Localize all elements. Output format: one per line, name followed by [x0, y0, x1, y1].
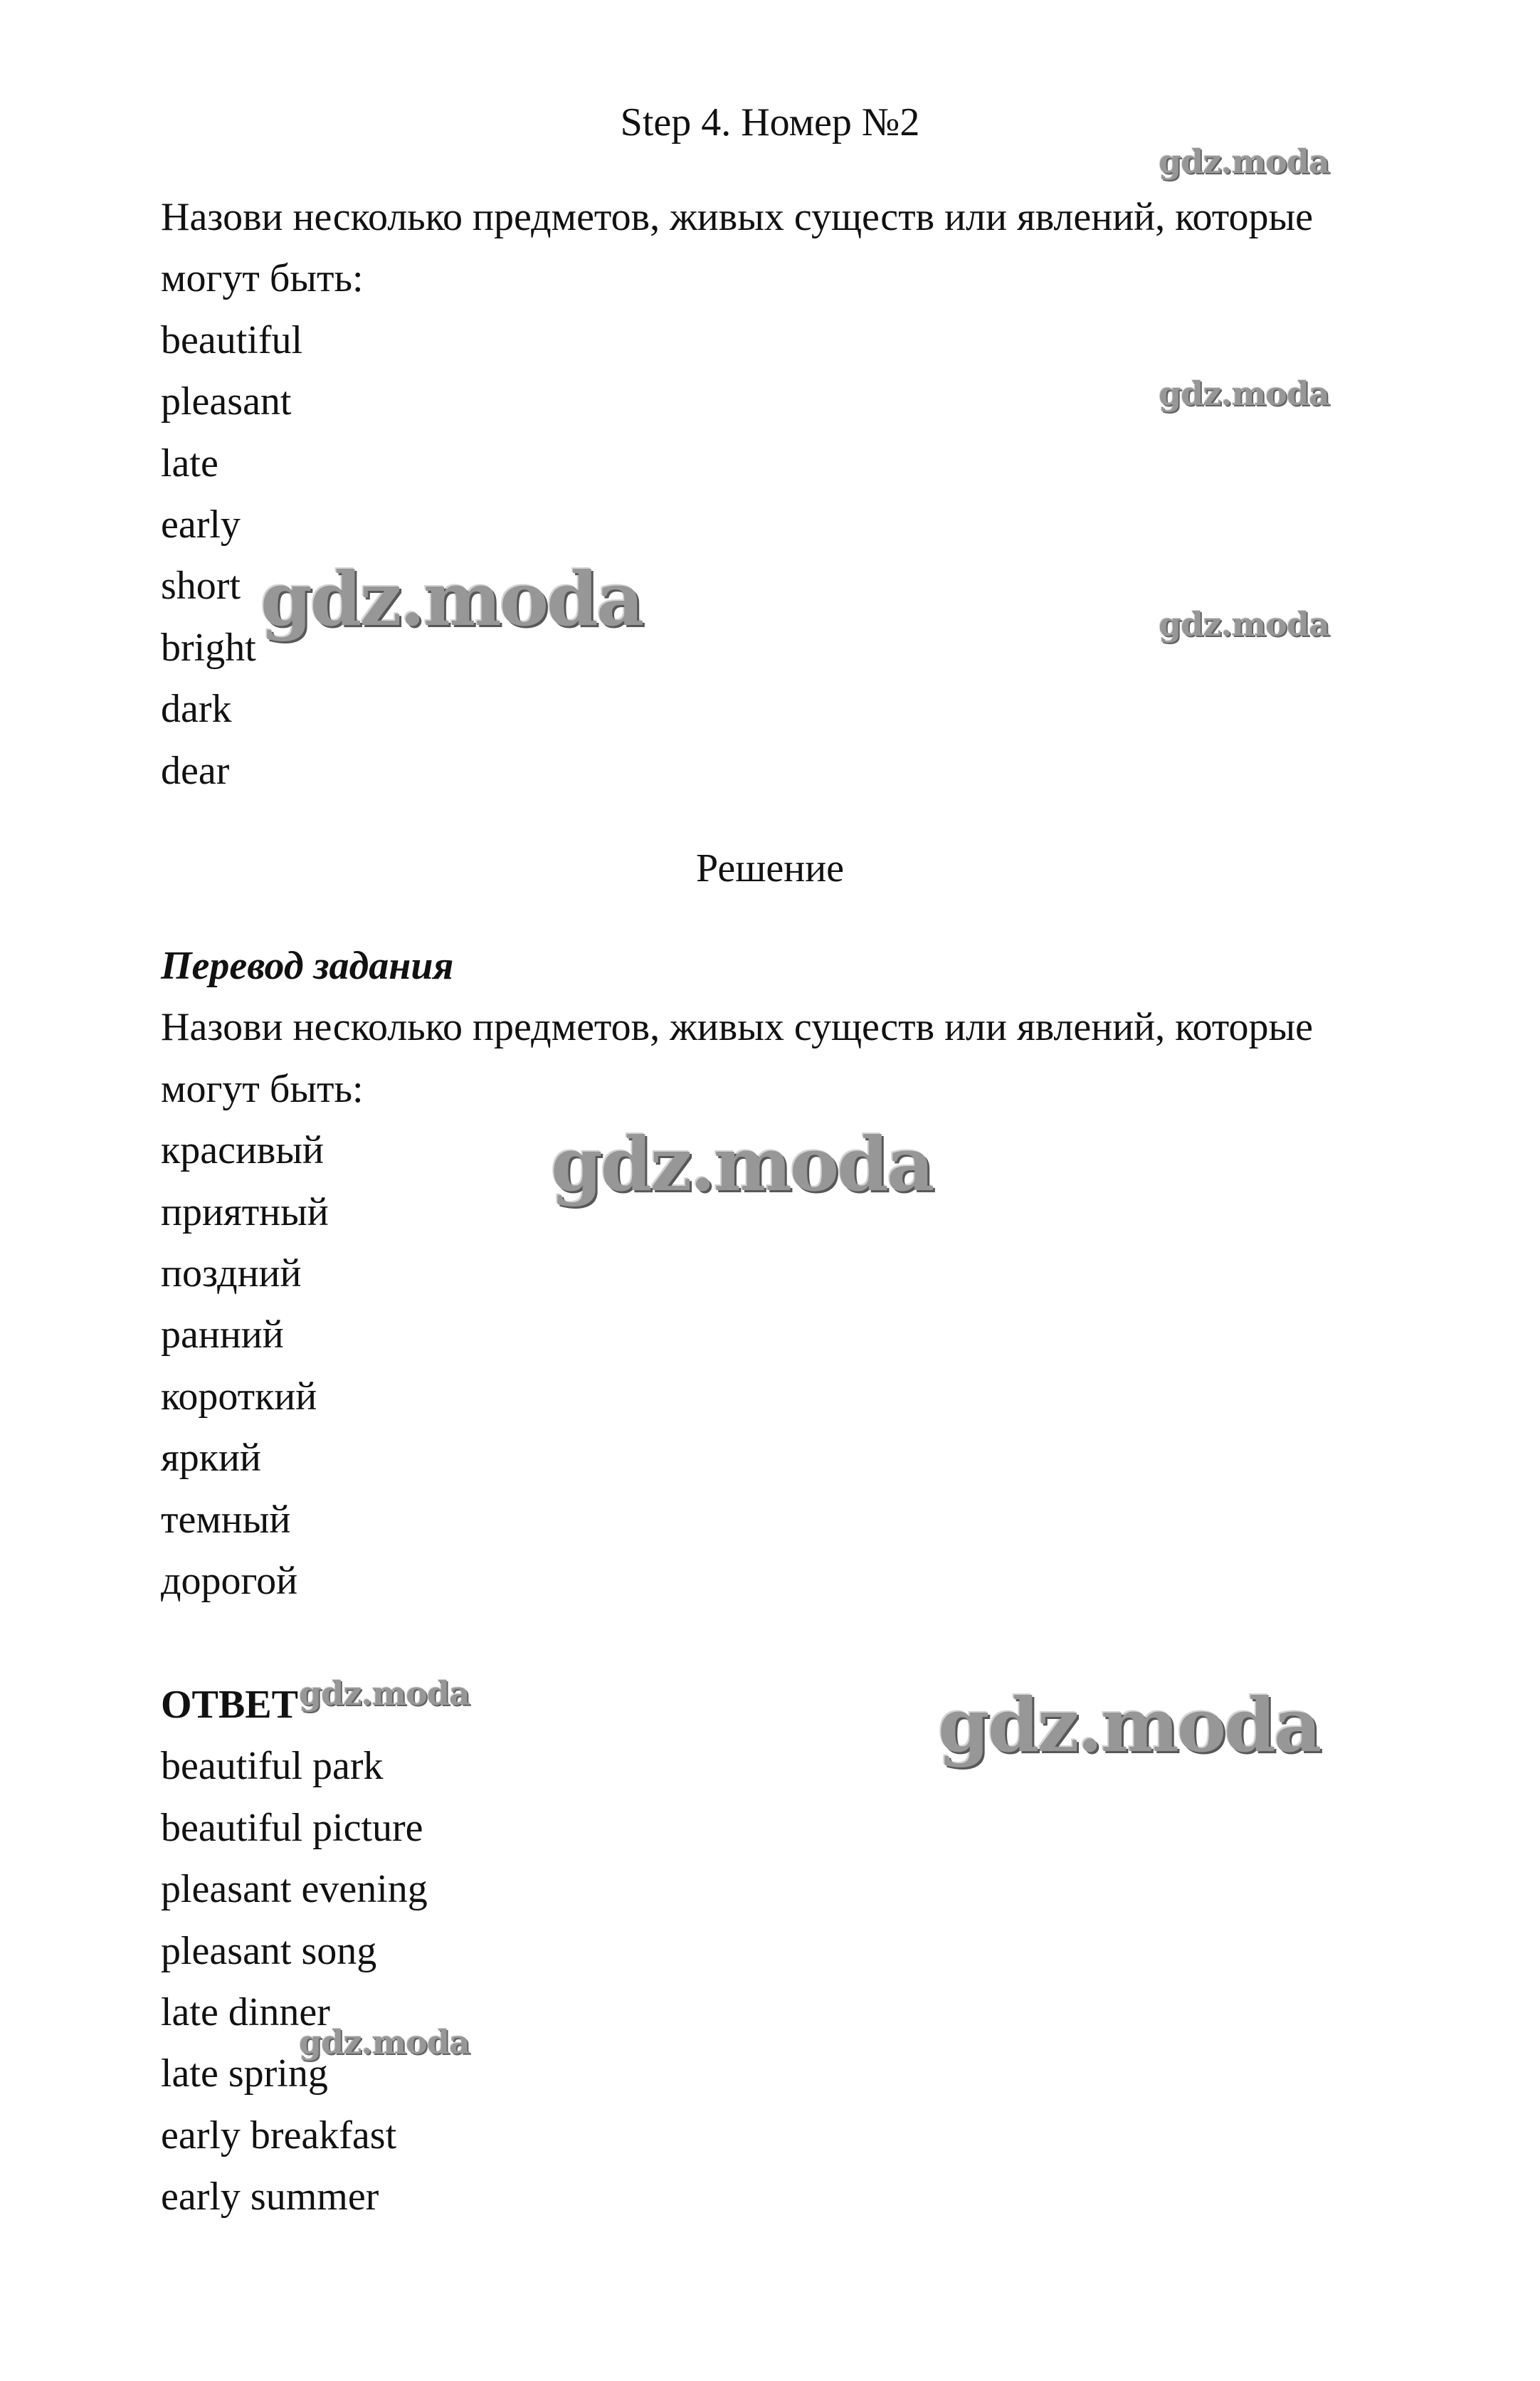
translation-block: [161, 935, 1413, 1612]
task-word: dark: [161, 687, 232, 732]
watermark: gdz.moda: [551, 1120, 933, 1208]
watermark: gdz.moda: [938, 1681, 1320, 1769]
task-word: pleasant: [161, 379, 292, 424]
answer-item: early breakfast: [161, 2113, 397, 2157]
task-block: [161, 186, 1413, 801]
translation-prompt-line-2: могут быть:: [161, 1066, 364, 1111]
task-prompt-line-1: Назови несколько предметов, живых существ или явлений, которые: [161, 195, 1313, 239]
solution-heading: Решение: [695, 846, 845, 890]
translation-prompt-line-1: Назови несколько предметов, живых существ или явлений, которые: [161, 1005, 1313, 1050]
watermark: gdz.moda: [1159, 605, 1329, 643]
watermark: gdz.moda: [1159, 142, 1329, 181]
watermark: gdz.moda: [260, 555, 643, 643]
answer-heading: ОТВЕТ: [161, 1683, 298, 1727]
translation-word: дорогой: [161, 1558, 298, 1603]
answer-item: beautiful park: [161, 1744, 384, 1789]
answer-item: pleasant evening: [161, 1867, 428, 1912]
answer-item: late dinner: [161, 1990, 330, 2034]
answer-item: pleasant song: [161, 1928, 377, 1973]
answer-item: late spring: [161, 2051, 328, 2096]
translation-word: приятный: [161, 1189, 329, 1234]
task-word: bright: [161, 625, 256, 670]
task-word: early: [161, 502, 241, 547]
watermark: gdz.moda: [299, 2023, 470, 2061]
answer-item: beautiful picture: [161, 1805, 423, 1850]
translation-heading: Перевод задания: [161, 944, 454, 988]
translation-word: темный: [161, 1497, 291, 1542]
task-word: late: [161, 441, 218, 485]
translation-word: яркий: [161, 1436, 261, 1481]
translation-word: красивый: [161, 1128, 324, 1173]
watermark: gdz.moda: [1159, 374, 1329, 413]
task-word: short: [161, 564, 241, 609]
translation-word: короткий: [161, 1374, 317, 1419]
translation-word: ранний: [161, 1313, 284, 1357]
answer-block: [161, 1674, 1413, 2228]
translation-word: поздний: [161, 1251, 302, 1295]
answer-item: early summer: [161, 2175, 379, 2219]
task-prompt-line-2: могут быть:: [161, 256, 364, 301]
task-word: dear: [161, 748, 230, 793]
page-title: Step 4. Номер №2: [620, 100, 920, 144]
task-word: beautiful: [161, 317, 303, 362]
watermark: gdz.moda: [299, 1674, 470, 1713]
